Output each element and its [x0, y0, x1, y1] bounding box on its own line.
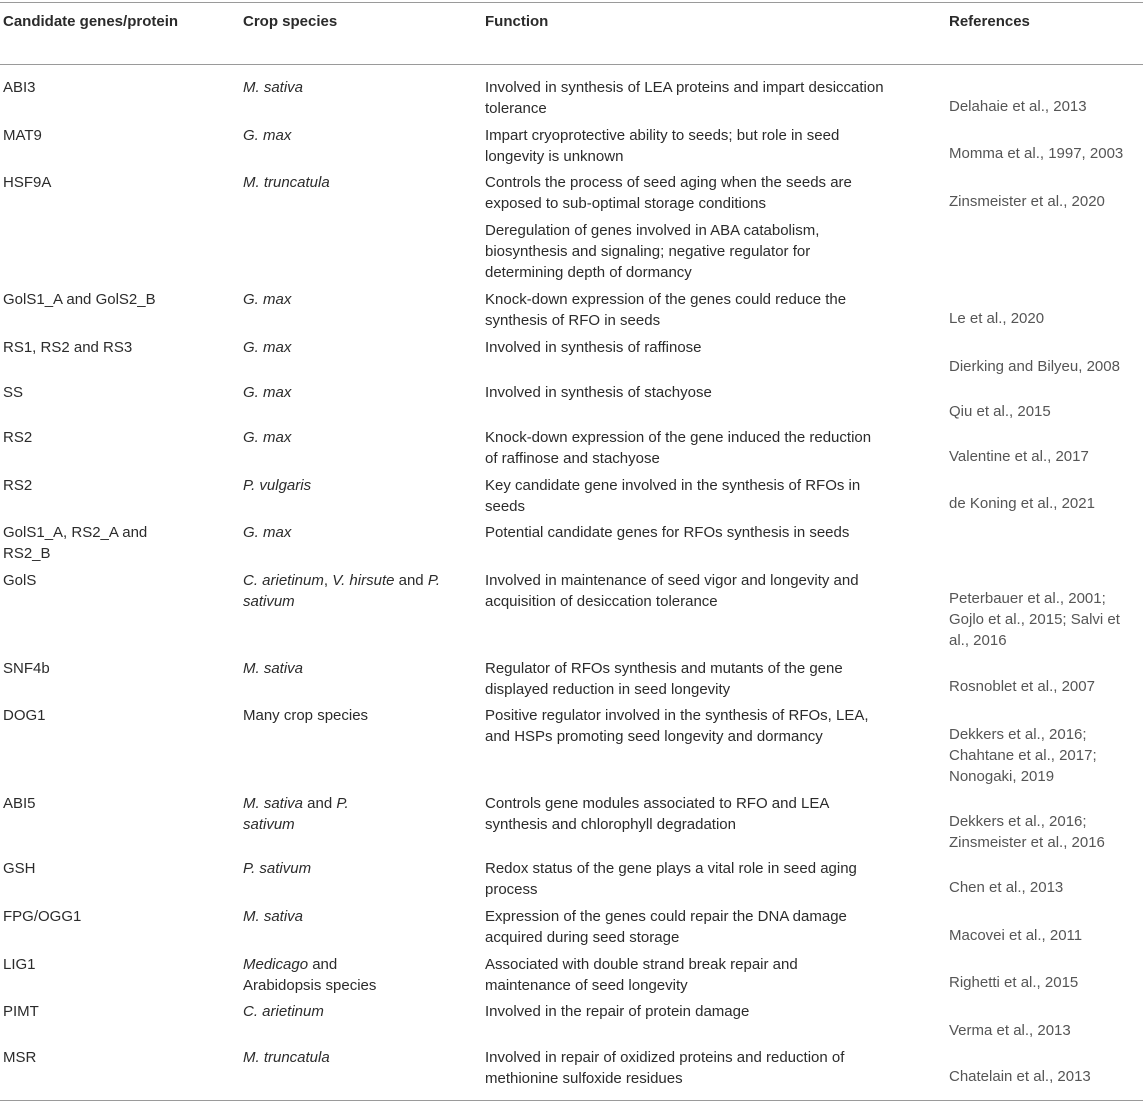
row-gene: FPG/OGG1 [3, 908, 82, 925]
header-species: Crop species [243, 13, 338, 30]
top-rule [0, 2, 1143, 3]
row-gene: MAT9 [3, 127, 42, 144]
row-reference: Rosnoblet et al., 2007 [949, 678, 1095, 695]
row-species: Medicago and Arabidopsis species [243, 956, 377, 994]
row-function: Controls the process of seed aging when the seeds are exposed to sub-optimal storage conditions [485, 174, 852, 212]
row-function: Key candidate gene involved in the synthesis of RFOs in seeds [485, 477, 861, 515]
row-function: Regulator of RFOs synthesis and mutants of the gene displayed reduction in seed longevity [485, 660, 843, 698]
row-species: M. truncatula [243, 174, 330, 191]
row-reference: Delahaie et al., 2013 [949, 98, 1087, 115]
row-gene: LIG1 [3, 956, 36, 973]
row-species: G. max [243, 339, 292, 356]
row-gene: MSR [3, 1049, 37, 1066]
row-gene: GolS1_A and GolS2_B [3, 291, 156, 308]
header-rule [0, 64, 1143, 65]
row-function: Potential candidate genes for RFOs synthesis in seeds [485, 524, 850, 541]
row-species: M. truncatula [243, 1049, 330, 1066]
row-function: Involved in repair of oxidized proteins and reduction of methionine sulfoxide residues [485, 1049, 845, 1087]
row-gene: GolS [3, 572, 37, 589]
row-species: G. max [243, 429, 292, 446]
row-species: M. sativa [243, 660, 304, 677]
row-species: G. max [243, 291, 292, 308]
row-species: M. sativa and P. sativum [243, 795, 349, 833]
row-gene: GolS1_A, RS2_A and RS2_B [3, 524, 148, 562]
row-reference: Le et al., 2020 [949, 310, 1045, 327]
row-function: Knock-down expression of the genes could reduce the synthesis of RFO in seeds [485, 291, 847, 329]
row-species: G. max [243, 127, 292, 144]
row-reference: Zinsmeister et al., 2020 [949, 193, 1105, 210]
row-function: Redox status of the gene plays a vital role in seed aging process [485, 860, 857, 898]
row-reference: de Koning et al., 2021 [949, 495, 1095, 512]
row-gene: SS [3, 384, 24, 401]
row-gene: HSF9A [3, 174, 52, 191]
row-function: Involved in synthesis of stachyose [485, 384, 712, 401]
row-species: G. max [243, 384, 292, 401]
row-reference: Chen et al., 2013 [949, 879, 1064, 896]
row-gene: SNF4b [3, 660, 50, 677]
row-reference: Dekkers et al., 2016; Zinsmeister et al., 2016 [949, 813, 1105, 851]
row-species: P. sativum [243, 860, 312, 877]
header-function: Function [485, 13, 549, 30]
row-function: Positive regulator involved in the synthesis of RFOs, LEA, and HSPs promoting seed longevity and dormancy [485, 707, 869, 745]
row-reference: Dierking and Bilyeu, 2008 [949, 358, 1120, 375]
header-gene: Candidate genes/protein [3, 13, 179, 30]
row-species: M. sativa [243, 79, 304, 96]
row-gene: ABI3 [3, 79, 36, 96]
row-reference: Righetti et al., 2015 [949, 974, 1079, 991]
row-reference: Dekkers et al., 2016; Chahtane et al., 2017; Nonogaki, 2019 [949, 726, 1097, 785]
row-species: G. max [243, 524, 292, 541]
row-function: Involved in the repair of protein damage [485, 1003, 750, 1020]
row-reference: Verma et al., 2013 [949, 1022, 1071, 1039]
row-reference: Macovei et al., 2011 [949, 927, 1083, 944]
row-function: Controls gene modules associated to RFO and LEA synthesis and chlorophyll degradation [485, 795, 829, 833]
header-references: References [949, 13, 1030, 30]
row-species: Many crop species [243, 707, 369, 724]
row-reference: Valentine et al., 2017 [949, 448, 1089, 465]
row-function: Knock-down expression of the gene induced the reduction of raffinose and stachyose [485, 429, 872, 467]
row-gene: RS2 [3, 477, 33, 494]
row-function: Impart cryoprotective ability to seeds; but role in seed longevity is unknown [485, 127, 840, 165]
row-function: Involved in synthesis of raffinose [485, 339, 702, 356]
row-species: C. arietinum, V. hirsute and P. sativum [243, 572, 441, 610]
row-function: Expression of the genes could repair the DNA damage acquired during seed storage [485, 908, 847, 946]
row-reference: Momma et al., 1997, 2003 [949, 145, 1124, 162]
row-gene: RS2 [3, 429, 33, 446]
row-species: M. sativa [243, 908, 304, 925]
row-reference: Chatelain et al., 2013 [949, 1068, 1091, 1085]
row-species: C. arietinum [243, 1003, 324, 1020]
row-function: Deregulation of genes involved in ABA catabolism, biosynthesis and signaling; negative regulator for determining depth of dormancy [485, 222, 820, 281]
row-function: Associated with double strand break repair and maintenance of seed longevity [485, 956, 798, 994]
bottom-rule [0, 1100, 1143, 1101]
row-reference: Qiu et al., 2015 [949, 403, 1051, 420]
row-gene: PIMT [3, 1003, 39, 1020]
row-gene: GSH [3, 860, 36, 877]
row-reference: Peterbauer et al., 2001; Gojlo et al., 2015; Salvi et al., 2016 [949, 590, 1120, 649]
row-gene: ABI5 [3, 795, 36, 812]
row-function: Involved in maintenance of seed vigor and longevity and acquisition of desiccation tolerance [485, 572, 859, 610]
row-gene: RS1, RS2 and RS3 [3, 339, 133, 356]
row-function: Involved in synthesis of LEA proteins and impart desiccation tolerance [485, 79, 884, 117]
row-gene: DOG1 [3, 707, 46, 724]
row-species: P. vulgaris [243, 477, 312, 494]
